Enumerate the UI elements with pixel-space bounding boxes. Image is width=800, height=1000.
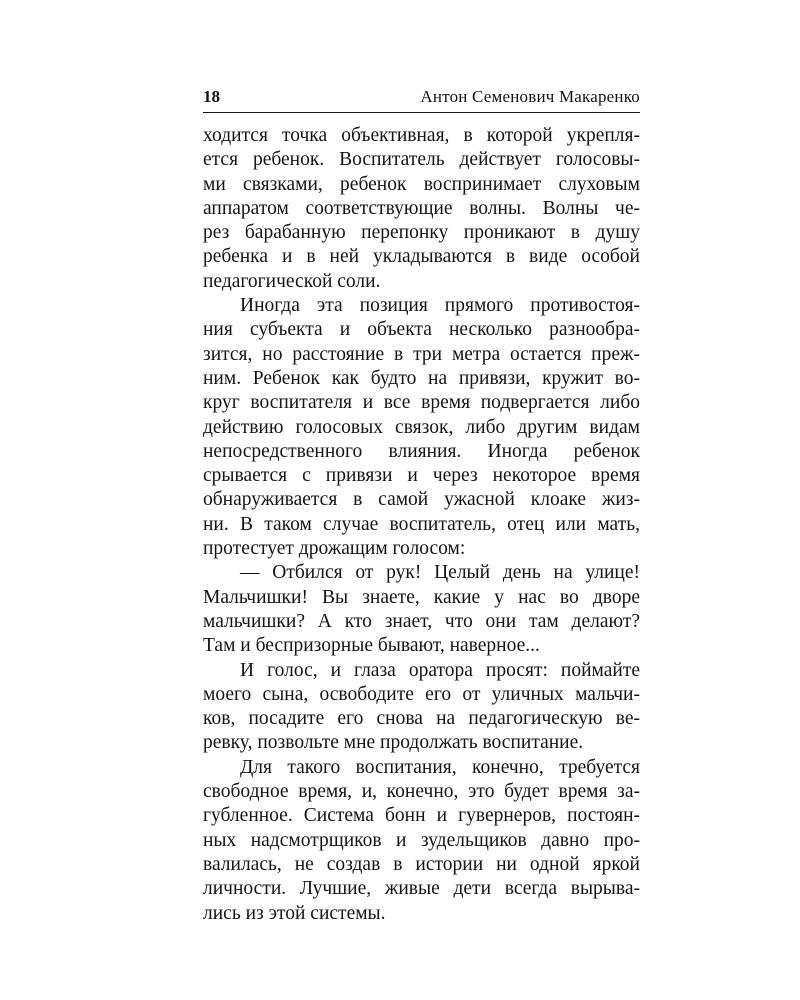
text-line: Для такого воспитания, конечно, требуется: [240, 756, 640, 778]
text-line: — Отбился от рук! Целый день на улице!: [240, 562, 640, 584]
text-line: мальчишки? А кто знает, что они там делают?: [203, 610, 640, 632]
text-line: ков, посадите его снова на педагогическую ве-: [203, 708, 640, 730]
text-line: ним. Ребенок как будто на привязи, кружит во-: [203, 367, 640, 389]
running-head: [203, 84, 640, 110]
text-line: валилась, не создав в истории ни одной яркой: [203, 853, 640, 875]
text-line: ми связками, ребенок воспринимает слуховым: [203, 173, 640, 195]
text-line: обнаруживается в самой ужасной клоаке жиз-: [203, 489, 640, 511]
text-line: действию голосовых связок, либо другим видам: [203, 416, 640, 438]
page-number: 18: [203, 87, 220, 106]
text-line: непосредственного влияния. Иногда ребенок: [203, 440, 640, 462]
text-line: аппаратом соответствующие волны. Волны че-: [203, 197, 640, 219]
text-line: ется ребенок. Воспитатель действует голосовы-: [203, 149, 640, 171]
text-line: педагогической соли.: [203, 270, 381, 292]
text-line: ных надсмотрщиков и зудельщиков давно про-: [203, 829, 640, 851]
text-line: лись из этой системы.: [203, 902, 386, 924]
text-line: губленное. Система бонн и гувернеров, постоян-: [203, 805, 640, 827]
text-line: Там и беспризорные бывают, наверное...: [203, 635, 540, 657]
text-line: ревку, позвольте мне продолжать воспитание.: [203, 732, 584, 754]
body-text: [203, 124, 640, 926]
text-line: ходится точка объективная, в которой укрепля-: [203, 125, 640, 146]
text-line: моего сына, освободите его от уличных мальчи-: [203, 683, 640, 705]
text-line: личности. Лучшие, живые дети всегда вырыва-: [203, 878, 640, 900]
text-line: ни. В таком случае воспитатель, отец или мать,: [203, 513, 640, 535]
text-line: И голос, и глаза оратора просят: поймайте: [240, 659, 640, 681]
text-line: круг воспитателя и все время подвергается либо: [203, 392, 640, 414]
text-line: срывается с привязи и через некоторое время: [203, 465, 640, 487]
text-line: ребенка и в ней укладываются в виде особой: [203, 246, 640, 268]
header-rule: [203, 112, 640, 113]
running-head-author: Антон Семенович Макаренко: [420, 87, 640, 106]
text-line: свободное время, и, конечно, это будет время за-: [203, 781, 640, 803]
text-line: ния субъекта и объекта несколько разнообра-: [203, 319, 640, 341]
text-line: рез барабанную перепонку проникают в душу: [203, 222, 640, 244]
text-line: протестует дрожащим голосом:: [203, 538, 466, 560]
text-line: Иногда эта позиция прямого противостоя-: [240, 295, 640, 317]
text-line: зится, но расстояние в три метра остается преж-: [203, 343, 640, 365]
text-line: Мальчишки! Вы знаете, какие у нас во дворе: [203, 586, 640, 608]
